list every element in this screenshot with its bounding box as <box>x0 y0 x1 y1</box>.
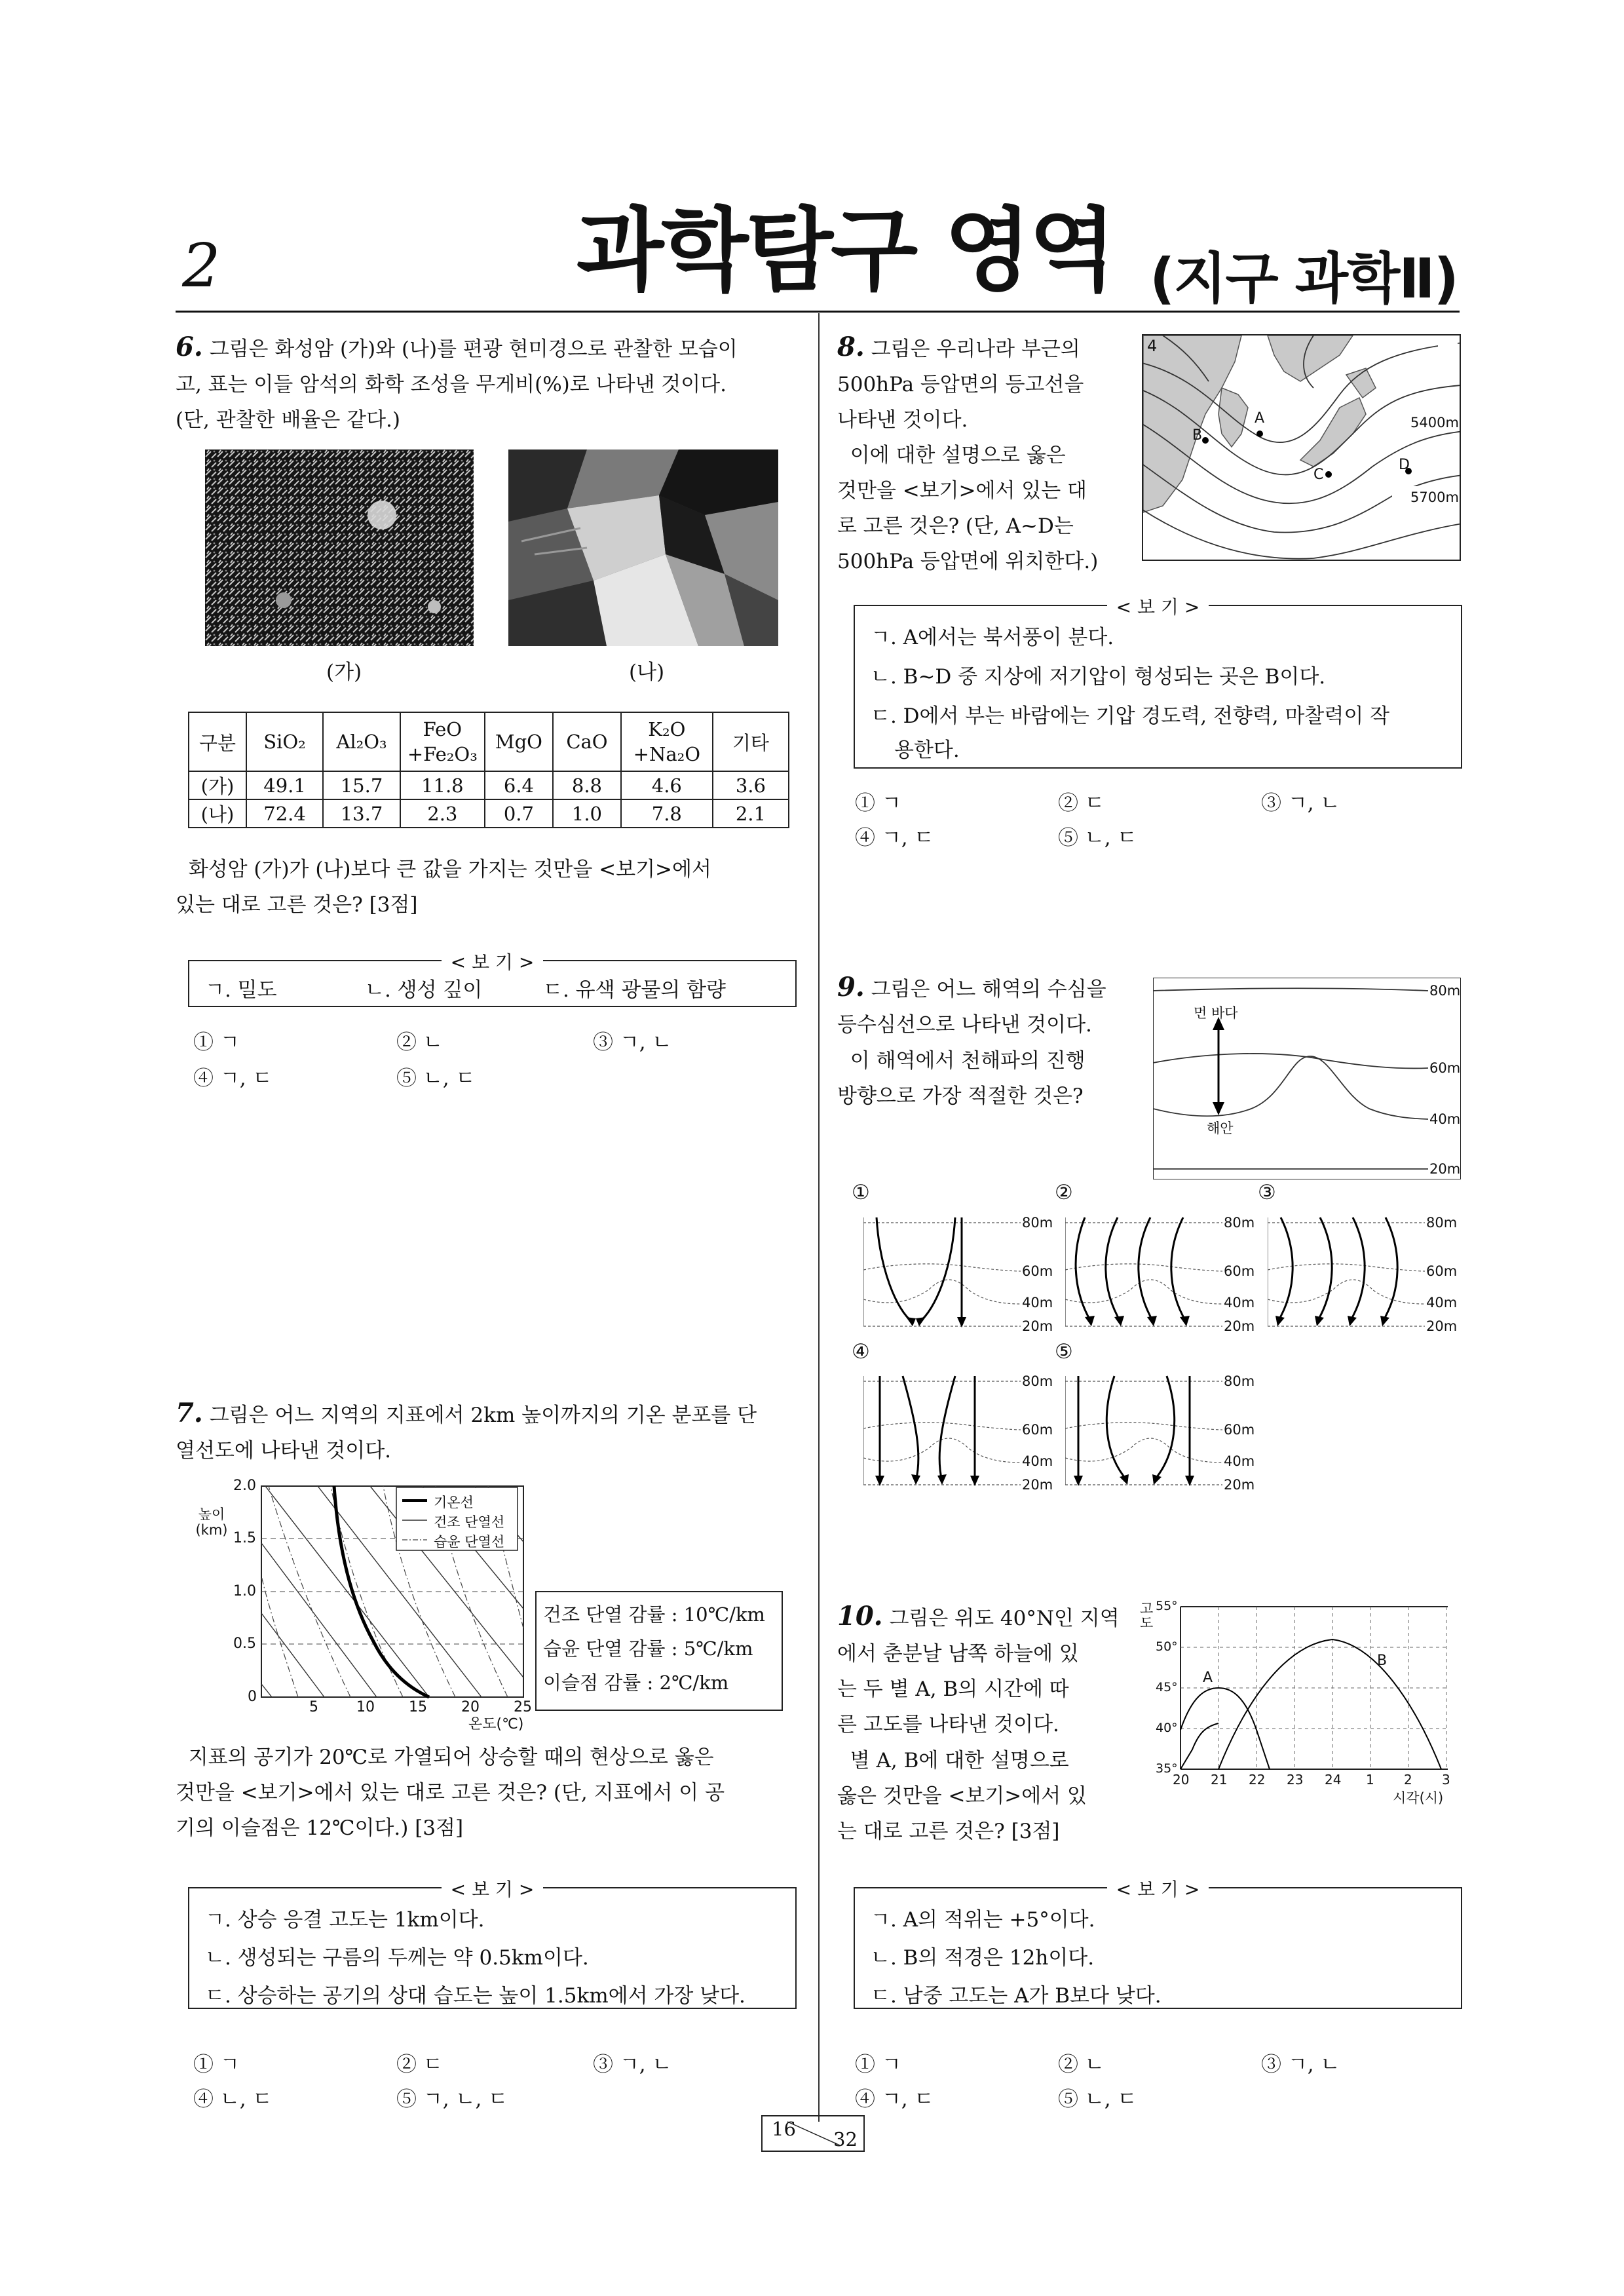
q10-text-line: 는 두 별 A, B의 시간에 따 <box>837 1677 1069 1701</box>
table-cell: 13.7 <box>323 799 400 828</box>
q7-choice-3[interactable]: ③ ㄱ, ㄴ <box>593 2053 672 2076</box>
depth-label: 60m <box>1429 1060 1461 1076</box>
contour-label-5700: 5700m <box>1410 489 1459 505</box>
map-corner-label: 4 <box>1147 337 1158 355</box>
q6-question-line: 화성암 (가)가 (나)보다 큰 값을 가지는 것만을 <보기>에서 <box>188 858 711 881</box>
q6-text-line: 고, 표는 이들 암석의 화학 조성을 무게비(%)로 나타낸 것이다. <box>176 373 727 396</box>
q6-stem <box>176 330 804 438</box>
q9-question <box>837 1043 1145 1114</box>
q6-bogi-box <box>188 951 797 1007</box>
q10-question-line: 는 대로 고른 것은? [3점] <box>837 1820 1060 1843</box>
micrograph-a-caption: (가) <box>326 660 362 684</box>
q8-choice-3[interactable]: ③ ㄱ, ㄴ <box>1261 792 1340 815</box>
q9-option-figure-4[interactable] <box>863 1369 1053 1491</box>
table-header: 기타 <box>713 712 789 771</box>
dewpoint-lapse-rate: 이슬점 감률 : 2℃/km <box>543 1672 729 1694</box>
depth-label: 60m <box>1426 1263 1458 1279</box>
q9-bathymetry-figure <box>1153 978 1461 1179</box>
q8-choice-2[interactable]: ② ㄷ <box>1058 792 1105 815</box>
q8-question <box>837 438 1145 579</box>
table-cell: 3.6 <box>713 771 789 799</box>
table-header-row <box>189 712 789 771</box>
q6-choice-1[interactable]: ① ㄱ <box>193 1031 240 1054</box>
q10-bogi-item: ㄴ. B의 적경은 12h이다. <box>871 1946 1095 1970</box>
table-cell: 2.1 <box>713 799 789 828</box>
q10-stem <box>837 1599 1145 1742</box>
q10-text-line: 에서 춘분날 남쪽 하늘에 있 <box>837 1642 1079 1666</box>
table-cell: (나) <box>189 799 246 828</box>
q7-question-line: 것만을 <보기>에서 있는 대로 고른 것은? (단, 지표에서 이 공 <box>176 1781 725 1805</box>
q7-bogi-title: < 보 기 > <box>189 1875 795 1902</box>
page-title: 과학탐구 영역 <box>576 198 1114 303</box>
depth-label: 80m <box>1224 1215 1255 1231</box>
legend-item-moist: 습윤 단열선 <box>434 1534 505 1550</box>
q6-text-line: (단, 관찰한 배율은 같다.) <box>176 408 400 432</box>
q7-stem <box>176 1396 804 1468</box>
q9-question-line: 이 해역에서 천해파의 진행 <box>850 1049 1086 1073</box>
page-number: 2 <box>182 231 221 301</box>
table-header-line: +Fe₂O₃ <box>407 743 478 765</box>
x-tick: 15 <box>409 1699 427 1715</box>
q10-choice-3[interactable]: ③ ㄱ, ㄴ <box>1261 2053 1340 2076</box>
q9-stem <box>837 970 1145 1043</box>
q8-bogi-item: ㄱ. A에서는 북서풍이 분다. <box>871 626 1114 649</box>
table-cell: 15.7 <box>323 771 400 799</box>
q8-bogi-item: ㄴ. B~D 중 지상에 저기압이 형성되는 곳은 B이다. <box>871 665 1326 689</box>
y-tick: 45° <box>1156 1680 1178 1694</box>
depth-label: 80m <box>1224 1373 1255 1389</box>
depth-label: 80m <box>1022 1215 1053 1231</box>
table-cell: 7.8 <box>621 799 713 828</box>
depth-label: 20m <box>1426 1318 1458 1334</box>
q9-question-line: 방향으로 가장 적절한 것은? <box>837 1084 1084 1108</box>
table-cell: (가) <box>189 771 246 799</box>
y-tick: 40° <box>1156 1721 1178 1735</box>
q6-number: 6. <box>176 332 203 362</box>
q9-choice-2[interactable]: ② <box>1055 1181 1073 1204</box>
x-tick: 10 <box>356 1699 375 1715</box>
map-point-b: B <box>1192 427 1203 444</box>
micrograph-b-caption: (나) <box>629 660 665 684</box>
table-header: Al₂O₃ <box>323 712 400 771</box>
q6-bogi-item: ㄷ. 유색 광물의 함량 <box>543 978 726 1002</box>
table-cell: 2.3 <box>400 799 485 828</box>
q8-bogi-item: 용한다. <box>894 738 960 762</box>
q6-choice-4[interactable]: ④ ㄱ, ㄷ <box>193 1067 273 1090</box>
y-tick: 0.5 <box>233 1636 256 1652</box>
x-tick: 20 <box>461 1699 480 1715</box>
map-point-c: C <box>1313 467 1324 483</box>
table-cell: 11.8 <box>400 771 485 799</box>
q8-question-line: 로 고른 것은? (단, A~D는 <box>837 514 1074 538</box>
q8-choice-4[interactable]: ④ ㄱ, ㄷ <box>855 826 934 850</box>
q6-bogi-item: ㄴ. 생성 깊이 <box>365 978 483 1002</box>
q9-option-figure-1[interactable] <box>863 1211 1053 1333</box>
y-axis-label: 고도 <box>1140 1601 1154 1631</box>
table-header: SiO₂ <box>246 712 323 771</box>
q8-question-line: 500hPa 등압면에 위치한다.) <box>837 550 1099 573</box>
q7-choice-4[interactable]: ④ ㄴ, ㄷ <box>193 2088 273 2111</box>
x-tick: 24 <box>1325 1772 1342 1788</box>
q10-bogi-item: ㄱ. A의 적위는 +5°이다. <box>871 1908 1095 1932</box>
depth-label: 20m <box>1022 1477 1053 1493</box>
y-tick: 1.0 <box>233 1583 256 1599</box>
composition-table <box>188 712 789 828</box>
q9-option-figure-3[interactable] <box>1268 1211 1458 1333</box>
x-tick: 20 <box>1173 1772 1190 1788</box>
depth-label: 60m <box>1224 1422 1255 1438</box>
q10-text-line: 른 고도를 나타낸 것이다. <box>837 1713 1059 1736</box>
q8-contour-map <box>1142 334 1461 561</box>
q9-choice-4[interactable]: ④ <box>852 1340 870 1364</box>
table-header <box>400 712 485 771</box>
q8-text-line: 그림은 우리나라 부근의 <box>871 337 1080 361</box>
q7-text-line: 열선도에 나타낸 것이다. <box>176 1439 392 1463</box>
x-tick: 2 <box>1404 1772 1412 1788</box>
x-tick: 25 <box>514 1699 532 1715</box>
q10-choice-4[interactable]: ④ ㄱ, ㄷ <box>855 2088 934 2111</box>
q6-text-line: 그림은 화성암 (가)와 (나)를 편광 현미경으로 관찰한 모습이 <box>209 337 738 361</box>
q9-choice-3[interactable]: ③ <box>1258 1181 1276 1204</box>
depth-label: 40m <box>1022 1453 1053 1469</box>
q6-question <box>176 852 804 923</box>
y-tick: 55° <box>1156 1599 1178 1613</box>
table-cell: 0.7 <box>485 799 553 828</box>
q10-choice-1[interactable]: ① ㄱ <box>855 2053 901 2076</box>
q6-choice-2[interactable]: ② ㄴ <box>396 1031 443 1054</box>
label-coast: 해안 <box>1207 1120 1234 1136</box>
y-tick: 1.5 <box>233 1530 256 1546</box>
x-tick: 23 <box>1287 1772 1304 1788</box>
x-axis-label: 시각(시) <box>1393 1790 1444 1806</box>
q9-text-line: 등수심선으로 나타낸 것이다. <box>837 1013 1092 1037</box>
depth-label: 80m <box>1022 1373 1053 1389</box>
q7-text-line: 그림은 어느 지역의 지표에서 2km 높이까지의 기온 분포를 단 <box>209 1404 757 1427</box>
page-counter-box <box>761 2115 865 2152</box>
q9-option-figure-2[interactable] <box>1065 1211 1255 1333</box>
y-tick: 0 <box>248 1689 257 1705</box>
q9-option-figure-5[interactable] <box>1065 1369 1255 1491</box>
moist-lapse-rate: 습윤 단열 감률 : 5℃/km <box>543 1637 753 1660</box>
table-cell: 8.8 <box>553 771 621 799</box>
depth-label: 20m <box>1022 1318 1053 1334</box>
table-cell: 72.4 <box>246 799 323 828</box>
depth-label: 40m <box>1022 1295 1053 1311</box>
q10-choice-5[interactable]: ⑤ ㄴ, ㄷ <box>1058 2088 1137 2111</box>
q7-choice-1[interactable]: ① ㄱ <box>193 2053 240 2076</box>
q7-choice-5[interactable]: ⑤ ㄱ, ㄴ, ㄷ <box>396 2088 508 2111</box>
header-rule <box>176 311 1460 313</box>
depth-label: 80m <box>1426 1215 1458 1231</box>
q9-choice-1[interactable]: ① <box>852 1181 870 1204</box>
q7-question-line: 지표의 공기가 20℃로 가열되어 상승할 때의 현상으로 옳은 <box>188 1746 714 1769</box>
legend-item-dry: 건조 단열선 <box>434 1514 505 1530</box>
depth-label: 60m <box>1022 1263 1053 1279</box>
micrograph-b <box>508 450 778 646</box>
q7-bogi-item: ㄱ. 상승 응결 고도는 1km이다. <box>205 1908 485 1932</box>
q8-bogi-box <box>854 596 1462 769</box>
q7-bogi-box <box>188 1879 797 2009</box>
depth-label: 60m <box>1022 1422 1053 1438</box>
q10-bogi-title: < 보 기 > <box>855 1875 1461 1902</box>
q8-choice-5[interactable]: ⑤ ㄴ, ㄷ <box>1058 826 1137 850</box>
table-row <box>189 771 789 799</box>
label-open-sea: 먼 바다 <box>1194 1005 1238 1021</box>
q6-choice-5[interactable]: ⑤ ㄴ, ㄷ <box>396 1067 476 1090</box>
table-row <box>189 799 789 828</box>
x-tick: 22 <box>1249 1772 1266 1788</box>
q10-question <box>837 1743 1145 1849</box>
q6-bogi-title: < 보 기 > <box>189 948 795 974</box>
q9-number: 9. <box>837 972 865 1003</box>
depth-label: 40m <box>1429 1111 1461 1127</box>
y-axis-label: 높이 (km) <box>195 1506 228 1538</box>
table-header: MgO <box>485 712 553 771</box>
depth-label: 40m <box>1224 1295 1255 1311</box>
q7-choice-2[interactable]: ② ㄷ <box>396 2053 443 2076</box>
table-header-line: +Na₂O <box>633 743 701 765</box>
q8-question-line: 이에 대한 설명으로 옳은 <box>850 444 1066 467</box>
dry-lapse-rate: 건조 단열 감률 : 10℃/km <box>543 1603 765 1626</box>
q7-rates-box <box>535 1591 783 1711</box>
q10-question-line: 옳은 것만을 <보기>에서 있 <box>837 1784 1087 1808</box>
star-a-label: A <box>1203 1670 1213 1686</box>
q10-bogi-box <box>854 1879 1462 2009</box>
subject-title: (지구 과학Ⅱ) <box>1150 246 1458 311</box>
x-tick: 1 <box>1366 1772 1374 1788</box>
total-pages: 32 <box>833 2128 858 2151</box>
q6-question-line: 있는 대로 고른 것은? [3점] <box>176 893 418 917</box>
contour-label-5400: 5400m <box>1410 415 1459 430</box>
depth-label: 20m <box>1429 1161 1461 1177</box>
star-b-label: B <box>1377 1653 1388 1669</box>
q10-bogi-item: ㄷ. 남중 고도는 A가 B보다 낮다. <box>871 1984 1161 2008</box>
y-tick: 2.0 <box>233 1478 256 1494</box>
table-cell: 1.0 <box>553 799 621 828</box>
q7-number: 7. <box>176 1398 203 1428</box>
depth-label: 60m <box>1224 1263 1255 1279</box>
depth-label: 20m <box>1224 1477 1255 1493</box>
q10-choice-2[interactable]: ② ㄴ <box>1058 2053 1105 2076</box>
q7-question <box>176 1740 804 1846</box>
map-point-d: D <box>1399 457 1410 473</box>
x-tick: 3 <box>1442 1772 1450 1788</box>
current-page: 16 <box>772 2118 796 2140</box>
q8-text-line: 500hPa 등압면의 등고선을 <box>837 373 1084 396</box>
depth-label: 40m <box>1224 1453 1255 1469</box>
q10-question-line: 별 A, B에 대한 설명으로 <box>850 1749 1069 1772</box>
x-axis-label: 온도(℃) <box>468 1716 524 1732</box>
micrograph-a <box>205 450 474 646</box>
q7-adiabatic-chart <box>197 1478 550 1713</box>
q8-text-line: 나타낸 것이다. <box>837 408 968 432</box>
table-header-line: FeO <box>423 718 463 740</box>
map-point-a: A <box>1255 410 1265 427</box>
q8-bogi-title: < 보 기 > <box>855 593 1461 619</box>
q7-question-line: 기의 이슬점은 12℃이다.) [3점] <box>176 1816 464 1840</box>
q8-number: 8. <box>837 332 865 362</box>
x-tick: 5 <box>309 1699 318 1715</box>
q8-stem <box>837 330 1145 438</box>
q7-bogi-item: ㄴ. 생성되는 구름의 두께는 약 0.5km이다. <box>205 1946 589 1970</box>
q8-choice-1[interactable]: ① ㄱ <box>855 792 901 815</box>
q10-number: 10. <box>837 1601 883 1632</box>
y-tick: 50° <box>1156 1639 1178 1654</box>
x-tick: 21 <box>1211 1772 1228 1788</box>
table-cell: 49.1 <box>246 771 323 799</box>
table-cell: 6.4 <box>485 771 553 799</box>
legend-item-temperature: 기온선 <box>434 1495 474 1510</box>
table-cell: 4.6 <box>621 771 713 799</box>
q9-choice-5[interactable]: ⑤ <box>1055 1340 1073 1364</box>
depth-label: 80m <box>1429 983 1461 999</box>
q8-question-line: 것만을 <보기>에서 있는 대 <box>837 479 1087 503</box>
column-divider <box>818 313 820 2122</box>
table-header <box>621 712 713 771</box>
table-header: 구분 <box>189 712 246 771</box>
depth-label: 20m <box>1224 1318 1255 1334</box>
q10-altitude-chart <box>1140 1599 1461 1808</box>
q9-text-line: 그림은 어느 해역의 수심을 <box>871 978 1106 1001</box>
q6-bogi-item: ㄱ. 밀도 <box>205 978 277 1002</box>
table-header-line: K₂O <box>648 718 686 740</box>
q6-choice-3[interactable]: ③ ㄱ, ㄴ <box>593 1031 672 1054</box>
depth-label: 40m <box>1426 1295 1458 1311</box>
y-tick: 35° <box>1156 1761 1178 1776</box>
q7-bogi-item: ㄷ. 상승하는 공기의 상대 습도는 높이 1.5km에서 가장 낮다. <box>205 1984 746 2008</box>
q8-bogi-item: ㄷ. D에서 부는 바람에는 기압 경도력, 전향력, 마찰력이 작 <box>871 704 1390 728</box>
q10-text-line: 그림은 위도 40°N인 지역 <box>889 1607 1120 1630</box>
table-header: CaO <box>553 712 621 771</box>
